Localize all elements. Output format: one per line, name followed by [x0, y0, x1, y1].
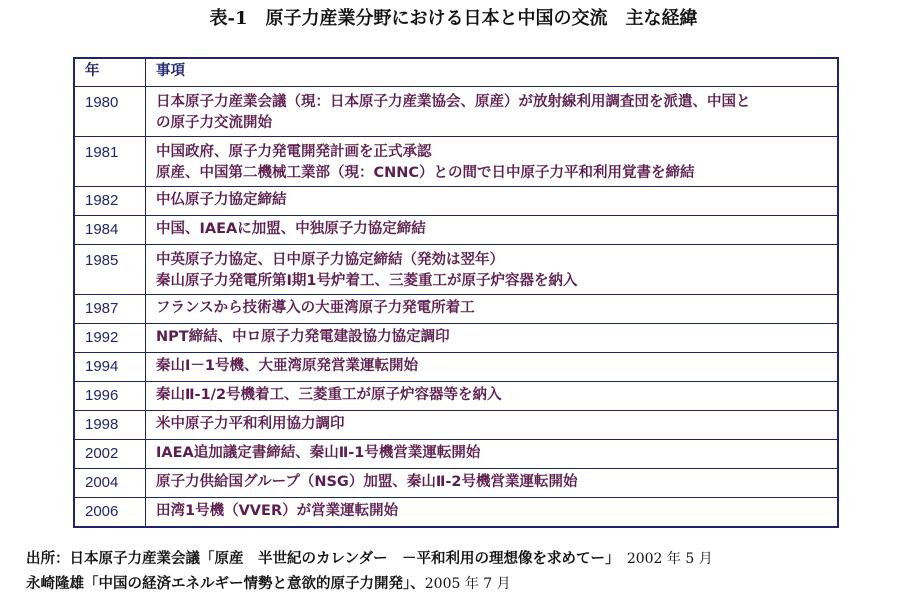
row-event-line: 原産、中国第二機械工業部（現：CNNC）との間で日中原子力平和利用覚書を締結 [156, 165, 695, 181]
row-event-line: 中国、IAEAに加盟、中独原子力協定締結 [156, 221, 426, 237]
row-year: 1980 [74, 87, 146, 137]
table-row [74, 245, 838, 295]
row-event-line: 秦山Ⅰ－1号機、大亜湾原発営業運転開始 [156, 358, 418, 374]
row-event-line: 中国政府、原子力発電開発計画を正式承認 [156, 144, 432, 160]
row-year: 1994 [74, 353, 146, 382]
row-event [146, 295, 839, 324]
row-event-line: 日本原子力産業会議（現：日本原子力産業協会、原産）が放射線利用調査団を派遣、中国と [156, 94, 751, 110]
table-row [74, 353, 838, 382]
row-year: 1992 [74, 324, 146, 353]
table-row [74, 216, 838, 245]
table-row [74, 87, 838, 137]
row-event [146, 87, 839, 137]
row-event-line: 中仏原子力協定締結 [156, 192, 287, 208]
table-body [74, 87, 838, 528]
row-year: 1984 [74, 216, 146, 245]
source-line-1 [26, 547, 713, 568]
row-event-line: 原子力供給国グループ（NSG）加盟、秦山Ⅱ-2号機営業運転開始 [156, 474, 578, 490]
row-event-line: 中英原子力協定、日中原子力協定締結（発効は翌年） [156, 252, 504, 268]
row-year: 2006 [74, 498, 146, 528]
row-year: 1987 [74, 295, 146, 324]
page-title [0, 4, 907, 30]
row-event-line: 秦山原子力発電所第Ⅰ期1号炉着工、三菱重工が原子炉容器を納入 [156, 273, 578, 289]
source-2-text: 永崎隆雄「中国の経済エネルギー情勢と意欲的原子力開発」、 [26, 576, 425, 592]
row-year: 1998 [74, 411, 146, 440]
row-year: 1982 [74, 187, 146, 216]
row-event [146, 187, 839, 216]
source-2-date: 2005 年 7 月 [424, 576, 511, 592]
table-row [74, 382, 838, 411]
row-event-line: フランスから技術導入の大亜湾原子力発電所着工 [156, 300, 475, 316]
table-row [74, 498, 838, 528]
row-event [146, 469, 839, 498]
row-event [146, 382, 839, 411]
row-event-line: 田湾1号機（VVER）が営業運転開始 [156, 503, 399, 519]
source-1-text: 出所：日本原子力産業会議「原産 半世紀のカレンダー －平和利用の理想像を求めてー」 [26, 551, 627, 567]
table-row [74, 295, 838, 324]
row-event [146, 245, 839, 295]
row-year: 1981 [74, 137, 146, 187]
source-1-date: 2002 年 5 月 [626, 551, 713, 567]
table-row [74, 469, 838, 498]
row-year: 1996 [74, 382, 146, 411]
row-event-line: NPT締結、中ロ原子力発電建設協力協定調印 [156, 329, 450, 345]
row-event [146, 353, 839, 382]
history-table [73, 57, 839, 528]
row-event-line: 米中原子力平和利用協力調印 [156, 416, 345, 432]
table-row [74, 137, 838, 187]
row-event-line: 秦山Ⅱ-1/2号機着工、三菱重工が原子炉容器等を納入 [156, 387, 502, 403]
row-year: 2004 [74, 469, 146, 498]
table-row [74, 411, 838, 440]
title-prefix: 表 [209, 8, 228, 29]
header-event: 事項 [146, 58, 839, 87]
row-event-line: の原子力交流開始 [156, 115, 272, 131]
row-event [146, 440, 839, 469]
header-year: 年 [74, 58, 146, 87]
row-event [146, 324, 839, 353]
table-row [74, 324, 838, 353]
table-row [74, 440, 838, 469]
title-text: 原子力産業分野における日本と中国の交流 主な経緯 [247, 8, 698, 29]
row-event [146, 498, 839, 528]
row-event [146, 137, 839, 187]
row-event [146, 411, 839, 440]
row-year: 2002 [74, 440, 146, 469]
row-event-line: IAEA追加議定書締結、秦山Ⅱ-1号機営業運転開始 [156, 445, 481, 461]
source-line-2 [26, 572, 511, 593]
table-header-row [74, 58, 838, 87]
title-number: -1 [227, 8, 248, 29]
row-year: 1985 [74, 245, 146, 295]
table-row [74, 187, 838, 216]
row-event [146, 216, 839, 245]
